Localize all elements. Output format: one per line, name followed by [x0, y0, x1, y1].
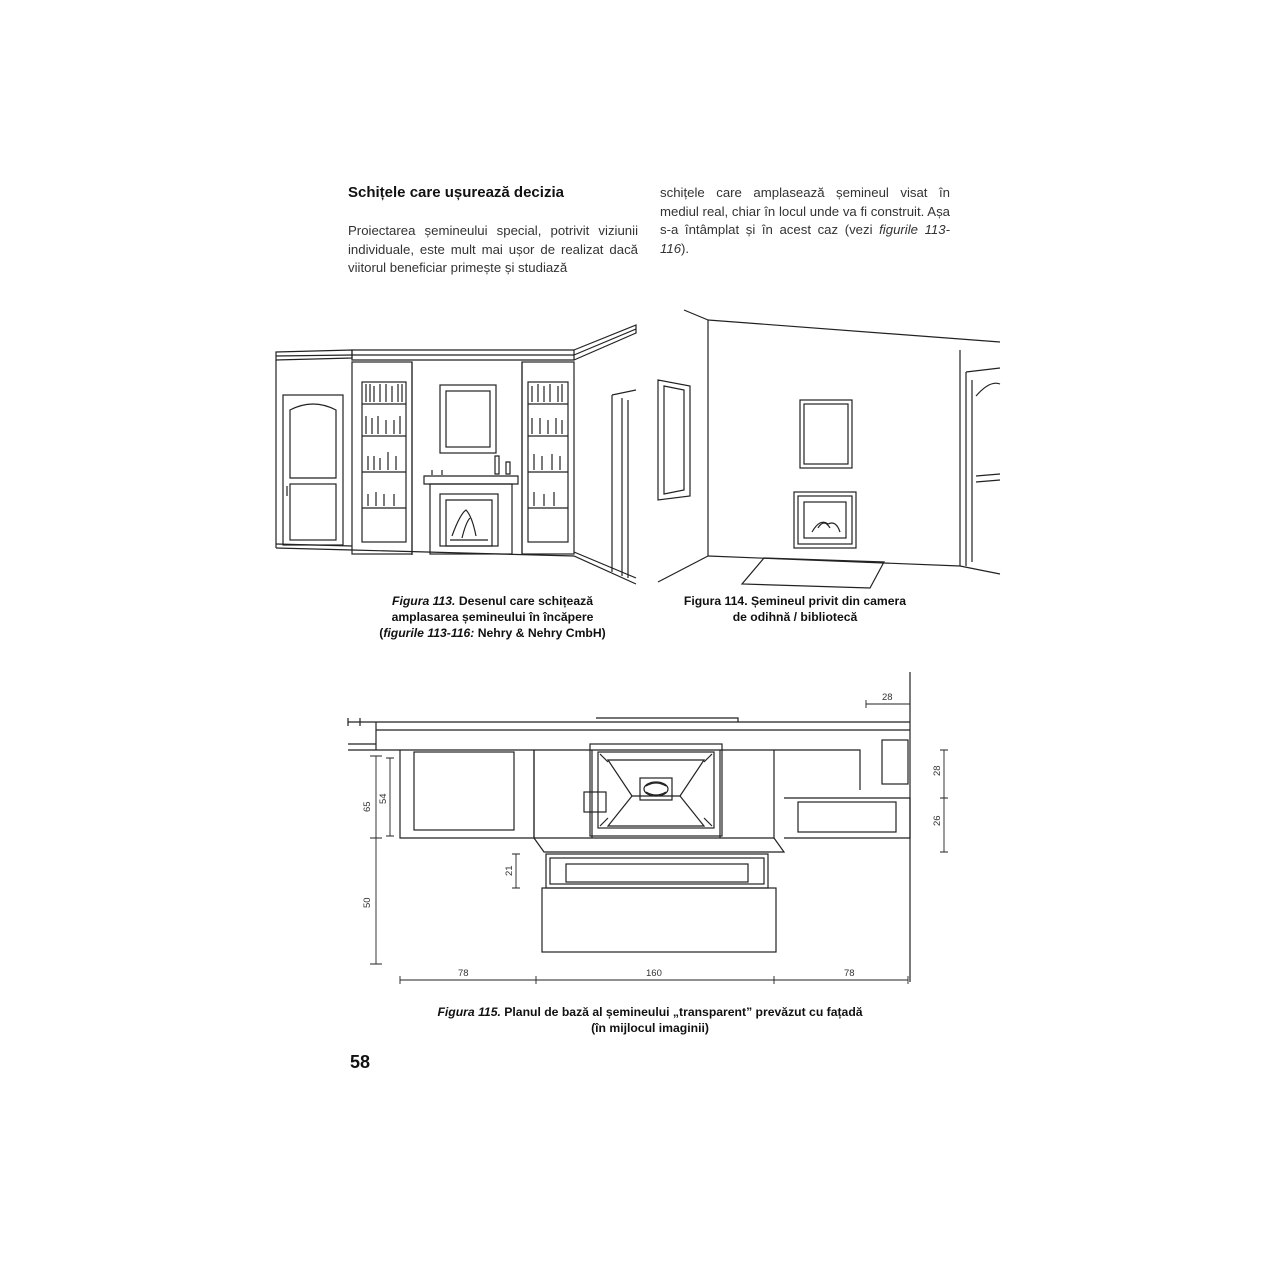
dim-26-right: 26	[932, 815, 943, 826]
figure-114-caption	[655, 593, 935, 625]
dim-160: 160	[646, 968, 662, 979]
figure-114-line-2: de odihnă / bibliotecă	[732, 610, 858, 624]
figure-115-caption	[380, 1004, 920, 1036]
dim-50: 50	[362, 897, 373, 908]
dim-65: 65	[362, 801, 373, 812]
figure-115-drawing	[348, 672, 910, 982]
figure-113-text-1: Desenul care schițează	[455, 594, 593, 608]
section-heading: Schițele care ușurează decizia	[348, 184, 564, 201]
figure-115-label: Figura 115.	[437, 1005, 501, 1019]
figure-113-text-3-rest: Nehry & Nehry CmbH)	[474, 626, 606, 640]
figure-113-text-2: amplasarea șemineului în încăpere	[391, 610, 594, 624]
page-number: 58	[350, 1052, 371, 1072]
figure-113-drawing	[276, 325, 636, 584]
paragraph-right-text-a: schițele care amplasează șemineul visat în mediul real, chiar în locul unde va fi construit. Așa s-a întâmplat și în acest caz (vezi	[660, 185, 950, 238]
figure-113-text-3-open: (	[379, 626, 384, 640]
dimension-lines	[370, 700, 948, 984]
dim-54: 54	[378, 793, 389, 804]
dim-28-top: 28	[882, 692, 893, 703]
figure-114-drawing	[658, 310, 1000, 588]
figure-113-label: Figura 113.	[392, 594, 456, 608]
dim-28-right: 28	[932, 765, 943, 776]
dim-78-left: 78	[458, 968, 469, 979]
dim-21: 21	[504, 865, 515, 876]
figure-115-text-2: (în mijlocul imaginii)	[591, 1021, 709, 1035]
figure-114-line-1: Figura 114. Șemineul privit din camera	[683, 594, 907, 608]
paragraph-right-figure-ref: figurile 113-116	[660, 222, 950, 256]
figure-113-caption	[350, 593, 635, 641]
dim-78-right: 78	[844, 968, 855, 979]
paragraph-left: Proiectarea șemineului special, potrivit viziunii individuale, este mult mai ușor de realizat dacă viitorul beneficiar primește și studiază	[348, 223, 638, 276]
figure-113-ref: figurile 113-116:	[383, 626, 475, 640]
paragraph-right-text-b: ).	[681, 240, 690, 256]
figure-115-text-1: Planul de bază al șemineului „transparent” prevăzut cu fațadă	[500, 1005, 863, 1019]
